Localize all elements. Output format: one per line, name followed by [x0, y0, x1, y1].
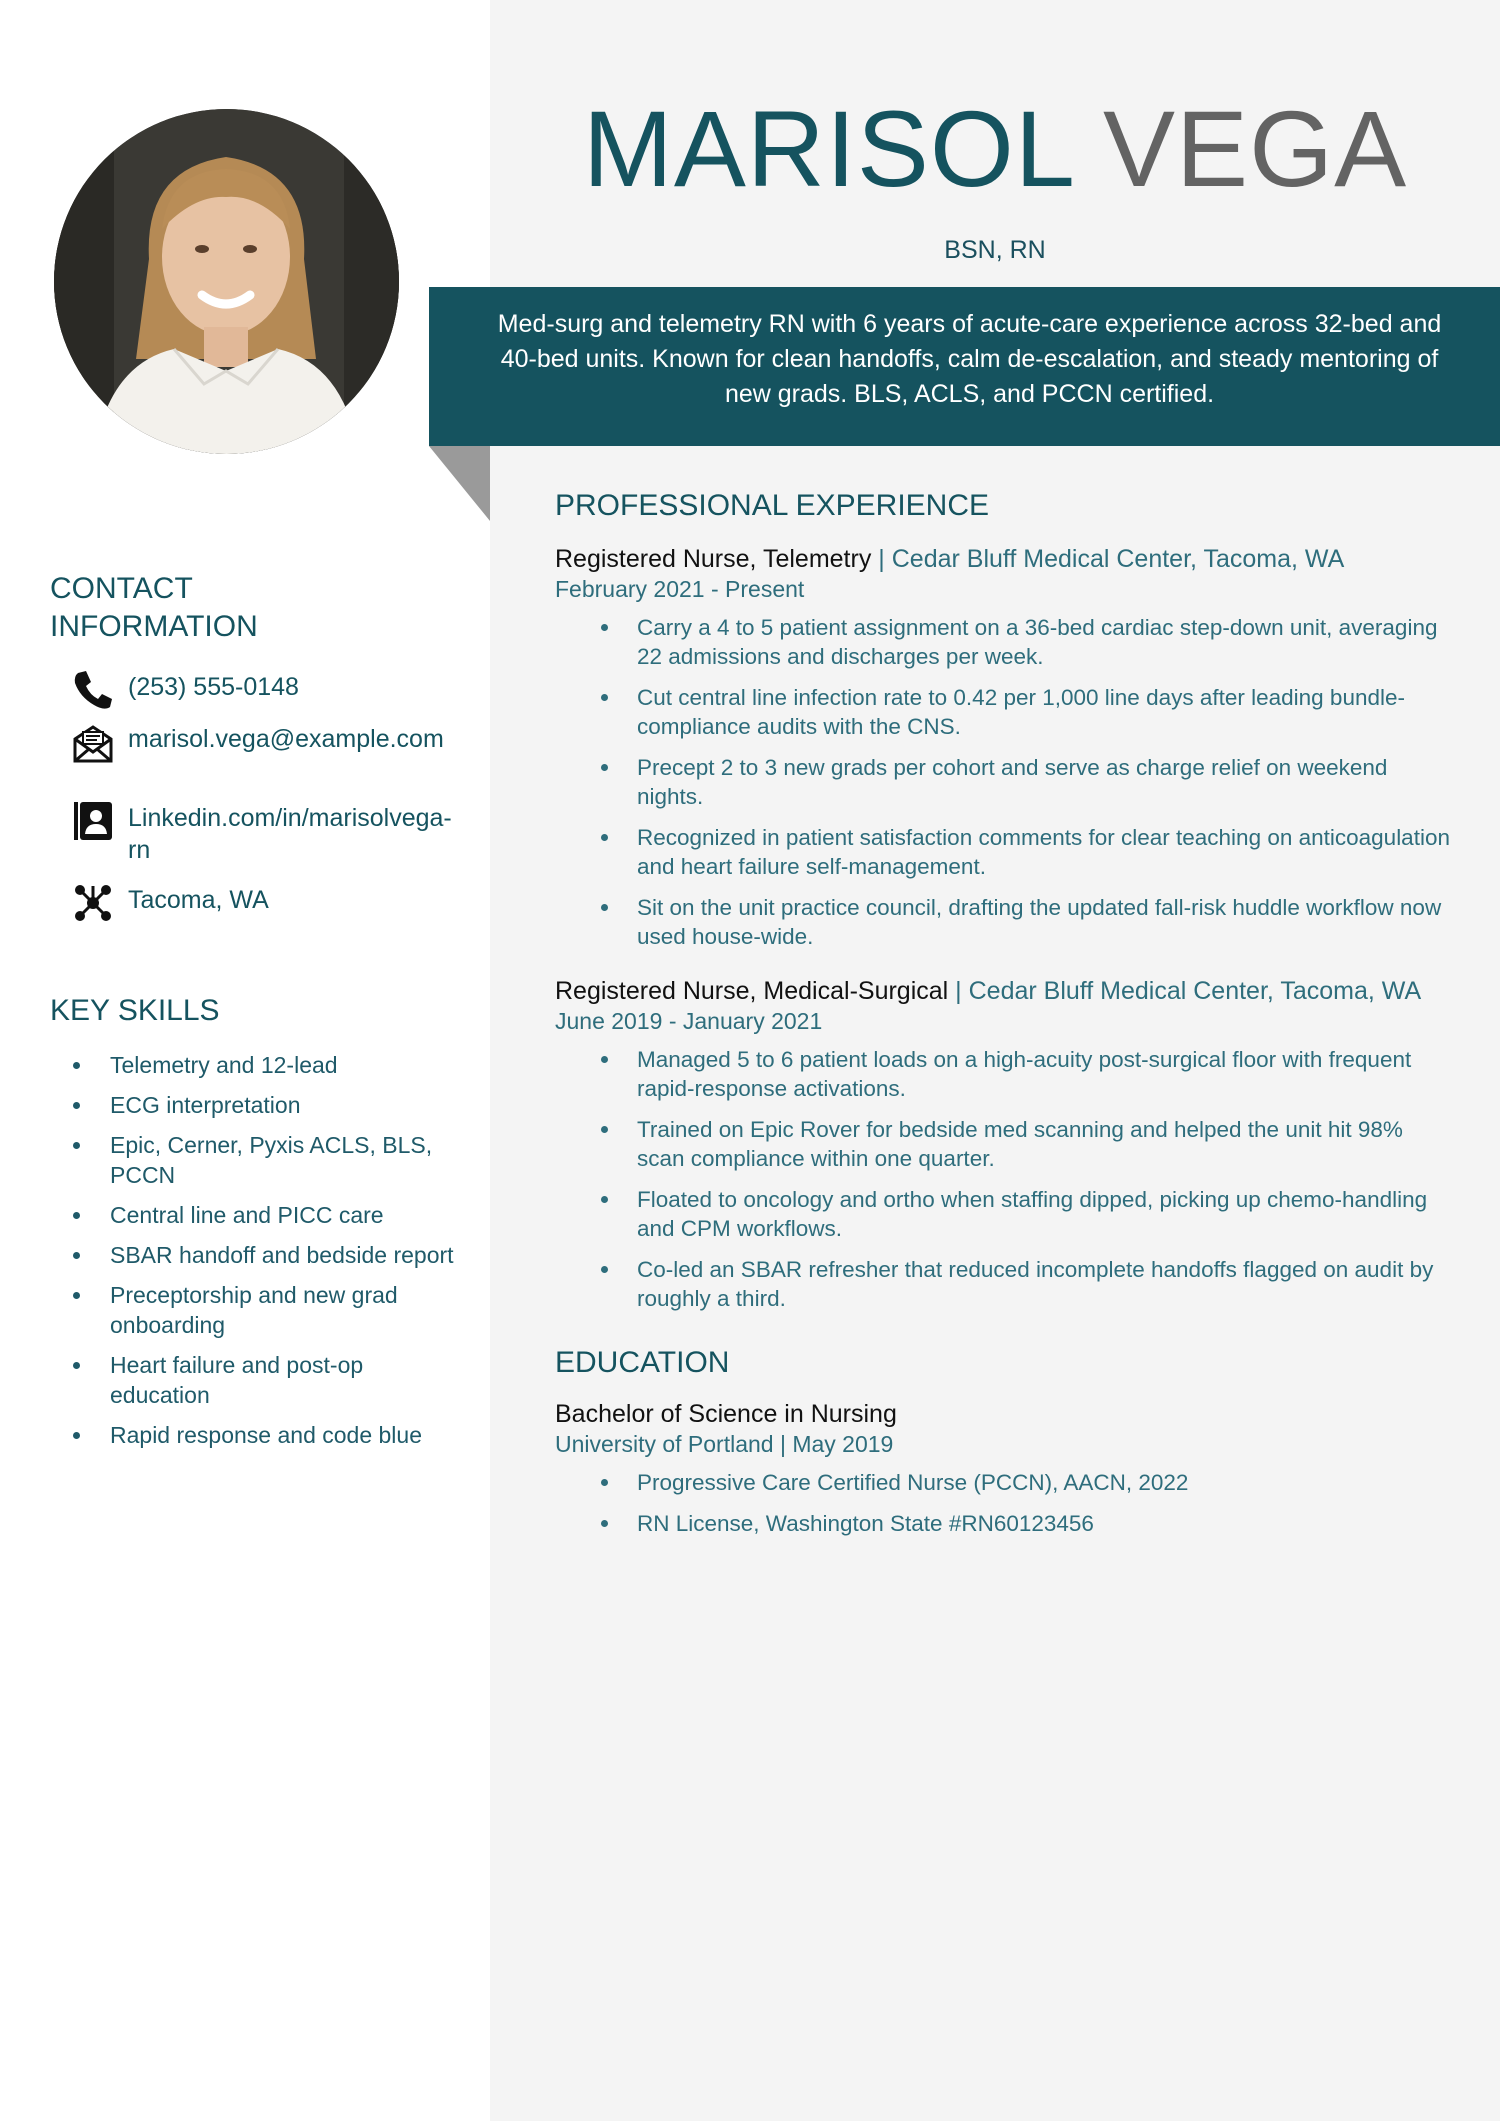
- job-bullet: Co-led an SBAR refresher that reduced incomplete handoffs flagged on audit by roughly a third.: [555, 1255, 1455, 1313]
- job-bullet: Recognized in patient satisfaction comments for clear teaching on anticoagulation and heart failure self-management.: [555, 823, 1455, 881]
- job-organization: | Cedar Bluff Medical Center, Tacoma, WA: [948, 977, 1422, 1005]
- education-bullets: [555, 1468, 1455, 1538]
- email-address: marisol.vega@example.com: [128, 725, 444, 753]
- job-title-line: [555, 543, 1455, 575]
- location: Tacoma, WA: [128, 886, 269, 914]
- banner-fold-decoration: [429, 446, 490, 521]
- job-dates: June 2019 - January 2021: [555, 1008, 823, 1034]
- job-bullet: Trained on Epic Rover for bedside med scanning and helped the unit hit 98% scan compliance within one quarter.: [555, 1115, 1455, 1173]
- contact-card-icon: [70, 798, 116, 844]
- skill-item: Epic, Cerner, Pyxis ACLS, BLS, PCCN: [70, 1130, 460, 1190]
- phone-icon: [70, 667, 116, 713]
- experience-heading: PROFESSIONAL EXPERIENCE: [555, 489, 990, 522]
- skills-heading: KEY SKILLS: [50, 994, 220, 1027]
- contact-location: [70, 884, 458, 926]
- contact-email: [70, 723, 458, 765]
- phone-number: (253) 555-0148: [128, 673, 299, 701]
- contact-heading-line2: INFORMATION: [50, 610, 258, 643]
- candidate-name: [490, 88, 1500, 209]
- job-title-line: [555, 975, 1455, 1007]
- network-icon: [70, 880, 116, 926]
- skill-item: Rapid response and code blue: [70, 1420, 460, 1450]
- first-name: MARISOL: [582, 88, 1072, 209]
- job-entry-med-surg: [555, 975, 1455, 1325]
- education-entry: [555, 1398, 1455, 1550]
- skill-item: Heart failure and post-op education: [70, 1350, 460, 1410]
- job-entry-telemetry: [555, 543, 1455, 963]
- school-and-date: University of Portland | May 2019: [555, 1431, 894, 1457]
- portrait-illustration: [54, 109, 399, 454]
- skill-item: SBAR handoff and bedside report: [70, 1240, 460, 1270]
- skills-list: [70, 1050, 460, 1460]
- certification-item: Progressive Care Certified Nurse (PCCN), AACN, 2022: [555, 1468, 1455, 1497]
- skill-item: Telemetry and 12-lead: [70, 1050, 460, 1080]
- job-bullets: [555, 613, 1455, 951]
- job-organization: | Cedar Bluff Medical Center, Tacoma, WA: [871, 545, 1345, 573]
- certification-item: RN License, Washington State #RN60123456: [555, 1509, 1455, 1538]
- skill-item: Preceptorship and new grad onboarding: [70, 1280, 460, 1340]
- contact-linkedin: [70, 802, 458, 866]
- contact-phone: [70, 671, 458, 713]
- job-title: Registered Nurse, Medical-Surgical: [555, 977, 949, 1005]
- summary-text: Med-surg and telemetry RN with 6 years of acute-care experience across 32-bed and 40-bed units. Known for clean handoffs, calm de-escalation, and steady mentoring of new grads. BLS, ACLS, and PCCN certified.: [497, 310, 1442, 408]
- last-name: VEGA: [1103, 88, 1408, 209]
- linkedin-url: Linkedin.com/in/marisolvega-rn: [128, 804, 452, 864]
- envelope-icon: [70, 719, 116, 765]
- job-bullet: Cut central line infection rate to 0.42 per 1,000 line days after leading bundle-compliance audits with the CNS.: [555, 683, 1455, 741]
- contact-heading: [50, 570, 258, 646]
- job-bullet: Sit on the unit practice council, drafting the updated fall-risk huddle workflow now used house-wide.: [555, 893, 1455, 951]
- skill-item: Central line and PICC care: [70, 1200, 460, 1230]
- skill-item: ECG interpretation: [70, 1090, 460, 1120]
- contact-heading-line1: CONTACT: [50, 572, 193, 605]
- job-bullet: Precept 2 to 3 new grads per cohort and serve as charge relief on weekend nights.: [555, 753, 1455, 811]
- job-dates: February 2021 - Present: [555, 576, 805, 602]
- job-bullets: [555, 1045, 1455, 1313]
- credentials: BSN, RN: [944, 236, 1046, 264]
- job-bullet: Carry a 4 to 5 patient assignment on a 36-bed cardiac step-down unit, averaging 22 admissions and discharges per week.: [555, 613, 1455, 671]
- job-bullet: Floated to oncology and ortho when staffing dipped, picking up chemo-handling and CPM workflows.: [555, 1185, 1455, 1243]
- job-title: Registered Nurse, Telemetry: [555, 545, 872, 573]
- education-heading: EDUCATION: [555, 1346, 730, 1379]
- job-bullet: Managed 5 to 6 patient loads on a high-acuity post-surgical floor with frequent rapid-response activations.: [555, 1045, 1455, 1103]
- degree: Bachelor of Science in Nursing: [555, 1400, 897, 1428]
- profile-photo: [54, 109, 399, 454]
- summary-banner: [429, 287, 1500, 446]
